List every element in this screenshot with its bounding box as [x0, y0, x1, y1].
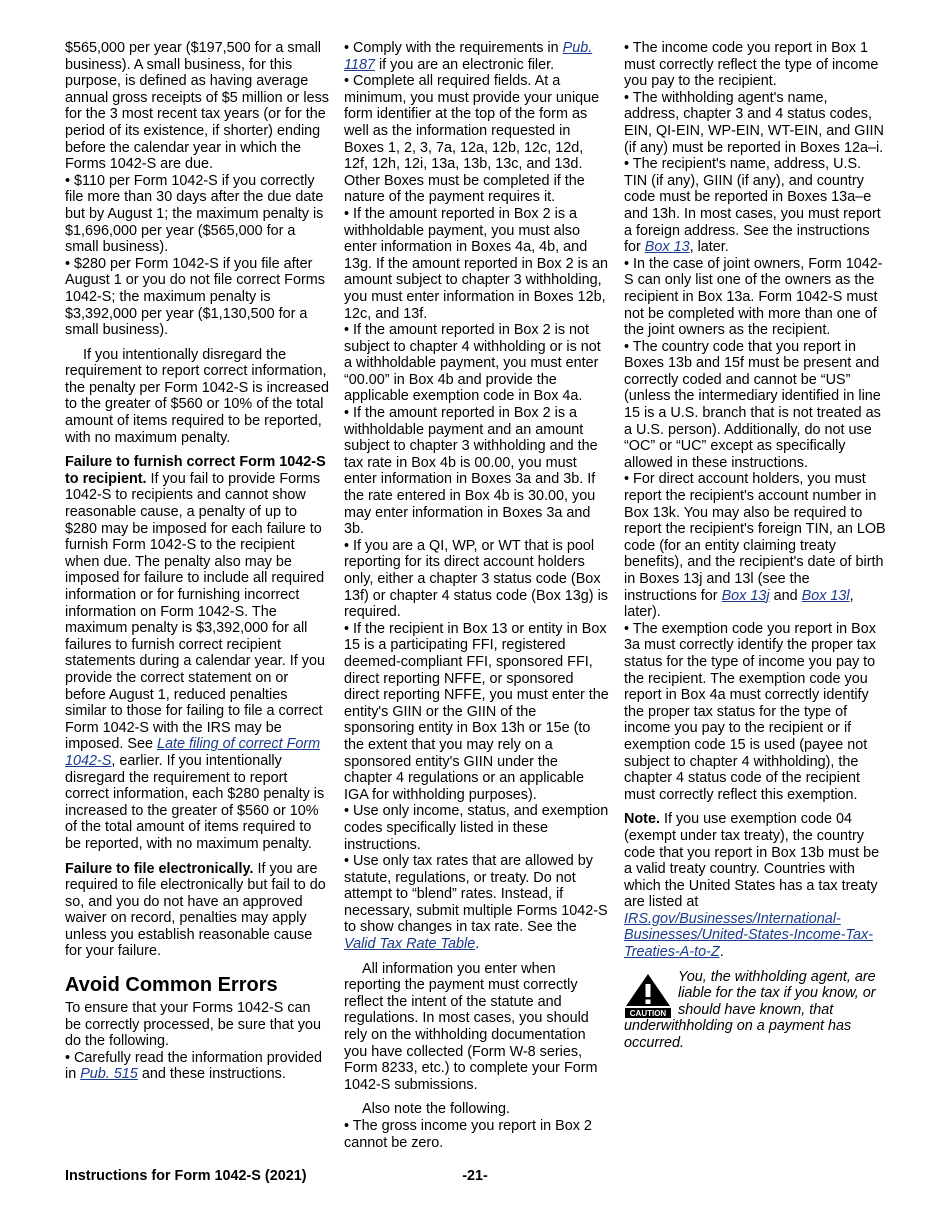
- paragraph: $565,000 per year ($197,500 for a small business). A small business, for this purpose, is defined as having average annual gross receipts of $5 million or less for the 3 most recent tax years (or for the period of its existence, if shorter) ending before the calendar year in which the Forms 1042-S are due.: [65, 40, 329, 173]
- box-13j-link[interactable]: Box 13j: [721, 587, 770, 604]
- paragraph: If you intentionally disregard the requirement to report correct information, the penalty per Form 1042-S is increased to the greater of $560 or 10% of the total amount of items required to be reported, with no maximum penalty.: [65, 346, 329, 446]
- paragraph-electronic: Failure to file electronically. If you are required to file electronically but fail to do so, and you do not have an approved waiver on record, penalties may apply unless you establish reasonable cause for your failure.: [65, 860, 326, 960]
- bullet-item: • The withholding agent's name, address, chapter 3 and 4 status codes, EIN, QI-EIN, WP-EIN, WT-EIN, and GIIN (if any) must be reported in Boxes 12a–i.: [624, 89, 884, 156]
- paragraph: All information you enter when reporting the payment must correctly reflect the intent of the statute and regulations. In most cases, you should rely on the withholding documentation you have collected (Form W-8 series, Form 8233, etc.) to complete your Form 1042-S submissions.: [344, 960, 598, 1093]
- treaties-link[interactable]: IRS.gov/Businesses/International-Businesses/United-States-Income-Tax-Treaties-A-to-Z: [624, 910, 874, 961]
- column-middle: [344, 40, 609, 1151]
- caution-label: CAUTION: [629, 1008, 667, 1018]
- bullet-item: • If the recipient in Box 13 or entity in Box 15 is a participating FFI, registered deemed-compliant FFI, sponsored FFI, direct reporting NFFE, or sponsored direct reporting NFFE, you must enter the entity's GIIN or the GIIN of the sponsoring entity in Box 13h or 15e (to the extent that you may rely on a sponsored entity's GIIN under the chapter 4 regulations or an applicable IGA for withholding purposes).: [344, 620, 609, 803]
- paragraph: To ensure that your Forms 1042-S can be correctly processed, be sure that you do the following.: [65, 1000, 321, 1050]
- section-heading: Avoid Common Errors: [65, 974, 278, 997]
- footer-title: Instructions for Form 1042-S (2021): [65, 1168, 307, 1184]
- page-number: -21-: [462, 1168, 488, 1184]
- run-in-heading: Failure to file electronically.: [65, 860, 254, 877]
- bullet-item: • The recipient's name, address, U.S. TIN (if any), GIIN (if any), and country code must be reported in Boxes 13a–e and 13h. In most cases, you must report a foreign address. See the instructions for Box 13, later.: [624, 156, 881, 256]
- bullet-item: • Complete all required fields. At a minimum, you must provide your unique form identifier at the top of the form as well as the information requested in Boxes 1, 2, 3, 7a, 12a, 12b, 12c, 12d, 12f, 12h, 12i, 13a, 13b, 13c, and 13d. Other Boxes must be completed if the nature of the payment requires it.: [344, 73, 600, 206]
- note-label: Note.: [624, 811, 660, 828]
- bullet-item: • Carefully read the information provided in Pub. 515 and these instructions.: [65, 1049, 323, 1083]
- bullet-item: • The income code you report in Box 1 must correctly reflect the type of income you pay to the recipient.: [624, 40, 879, 90]
- bullet-item: • The gross income you report in Box 2 cannot be zero.: [344, 1118, 592, 1151]
- bullet-item: • For direct account holders, you must report the recipient's account number in Box 13k. You may also be required to report the recipient's foreign TIN, an LOB code (for an entity claiming treaty benefits), and the recipient's date of birth in Boxes 13j and 13l (see the instructions for Box 13j and Box 13l, later).: [624, 471, 886, 621]
- bullet-item: • Use only income, status, and exemption codes specifically listed in these instructions.: [344, 803, 609, 853]
- bullet-item: • $280 per Form 1042-S if you file after August 1 or you do not file correct Forms 1042-S; the maximum penalty is $3,392,000 per year ($1,130,500 for a small business).: [65, 255, 325, 339]
- paragraph: Also note the following.: [362, 1101, 510, 1118]
- bullet-item: • If the amount reported in Box 2 is a withholdable payment and an amount subject to chapter 3 withholding and the tax rate in Box 4b is 00.00, you must enter information in Boxes 3a and 3b. If the rate entered in Box 4b is 30.00, you may enter information in Boxes 3a and 3b.: [344, 405, 598, 538]
- bullet-item: • The country code that you report in Boxes 13b and 15f must be present and correctly coded and cannot be “US” (unless the intermediary identified in line 15 is a U.S. branch that is not treated as a U.S. person). Additionally, do not use “OC” or “UC” except as specifically allowed in these instructions.: [624, 338, 881, 471]
- paragraph-furnish: Failure to furnish correct Form 1042-S to recipient. If you fail to provide Forms 1042-S to recipients and cannot show reasonable cause, a penalty of up to $280 may be imposed for each failure to furnish Form 1042-S to the recipient when due. The penalty also may be imposed for failure to include all required information or for furnishing incorrect information on Form 1042-S. The maximum penalty is $3,392,000 for all failures to furnish correct recipient statements during a calendar year. If you provide the correct statement on or before August 1, reduced penalties similar to those for failing to file a correct Form 1042-S with the IRS may be imposed. See Late filing of correct Form 1042-S, earlier. If you intentionally disregard the requirement to report correct information, each $280 penalty is increased to the greater of $560 or 10% of the total amount of items required to be reported, with no maximum penalty.: [65, 454, 326, 852]
- caution-text: You, the withholding agent, are liable for the tax if you know, or should have known, that underwithholding on a payment has occurred.: [624, 968, 876, 1052]
- bullet-item: • If the amount reported in Box 2 is not subject to chapter 4 withholding or is not a withholdable payment, you must enter “00.00” in Box 4b and provide the applicable exemption code in Box 4a.: [344, 322, 601, 405]
- box-13l-link[interactable]: Box 13l: [801, 587, 850, 604]
- bullet-item: • Comply with the requirements in Pub. 1187 if you are an electronic filer.: [344, 40, 593, 73]
- bullet-item: • The exemption code you report in Box 3a must correctly identify the proper tax status for the type of income you pay to the recipient. The exemption code you report in Box 4a must correctly identify the proper tax status for the type of income you pay to the recipient or if exemption code 15 is used (payee not subject to chapter 4 withholding), the chapter 4 status code of the recipient must correctly reflect this exemption.: [624, 620, 876, 803]
- box-13-link[interactable]: Box 13: [644, 239, 690, 256]
- column-right: [624, 40, 886, 1052]
- column-left: [65, 40, 330, 1083]
- caution-box: [624, 969, 886, 1052]
- bullet-item: • If the amount reported in Box 2 is a withholdable payment, you must also enter information in Boxes 4a, 4b, and 13g. If the amount reported in Box 2 is an amount subject to chapter 3 withholding, you must enter information in Boxes 12b, 12c, and 13f.: [344, 205, 608, 322]
- bullet-item: • $110 per Form 1042-S if you correctly file more than 30 days after the due date but by August 1; the maximum penalty is $1,696,000 per year ($565,000 for a small business).: [65, 172, 324, 256]
- pub-1187-link[interactable]: Pub. 1187: [344, 40, 593, 73]
- run-in-heading: Failure to furnish correct Form 1042-S to recipient.: [65, 454, 326, 487]
- note-paragraph: Note. If you use exemption code 04 (exempt under tax treaty), the country code that you report in Box 13b must be a valid treaty country. Countries with which the United States has a tax treaty are listed at IRS.gov/Businesses/International-Businesses/United-States-Income-Tax-Treaties-A-to-Z.: [624, 811, 880, 961]
- bullet-item: • If you are a QI, WP, or WT that is pool reporting for its direct account holders only, either a chapter 3 status code (Box 13f) or chapter 4 status code (Box 13g) is required.: [344, 537, 608, 621]
- pub-515-link[interactable]: Pub. 515: [80, 1066, 138, 1083]
- bullet-item: • In the case of joint owners, Form 1042-S can only list one of the owners as the recipient in Box 13a. Form 1042-S must not be completed with more than one of the joint owners as the recipient.: [624, 255, 883, 339]
- late-filing-link[interactable]: Late filing of correct Form 1042-S: [65, 736, 321, 769]
- caution-icon: [624, 972, 672, 1018]
- valid-tax-rate-table-link[interactable]: Valid Tax Rate Table: [344, 936, 476, 953]
- bullet-item: • Use only tax rates that are allowed by statute, regulations, or treaty. Do not attempt to “blend” rates. Instead, if necessary, submit multiple Forms 1042-S to show changes in tax rate. See the Valid Tax Rate Table.: [344, 853, 608, 953]
